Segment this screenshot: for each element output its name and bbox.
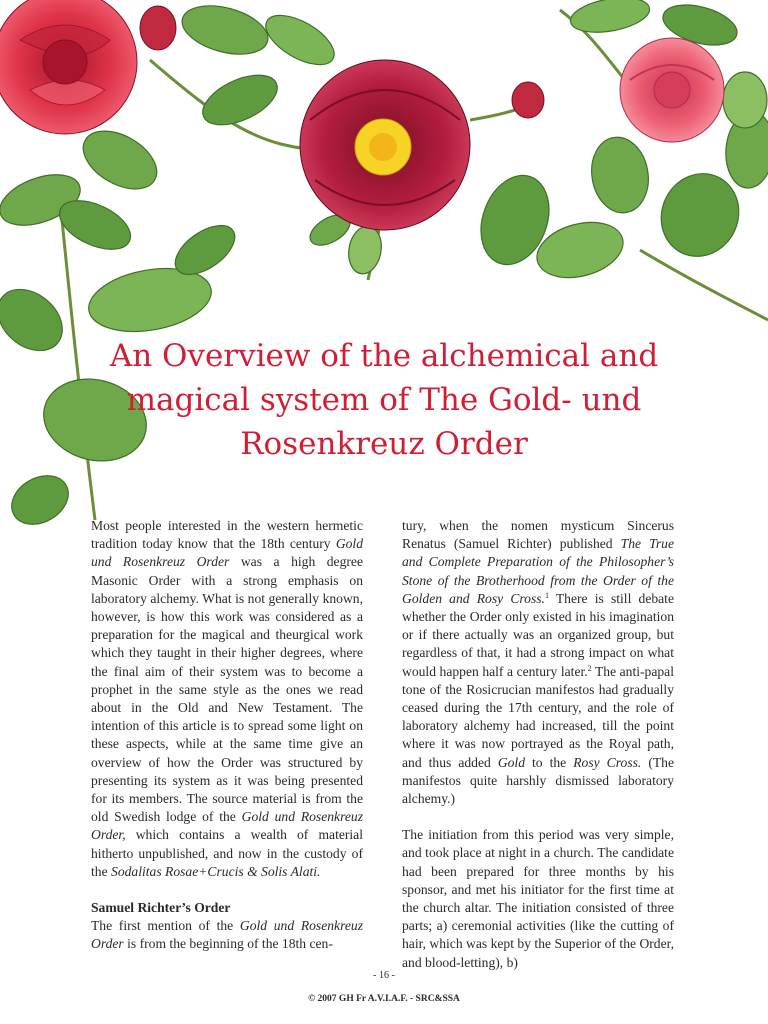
footnote-ref-1[interactable]: 1	[544, 590, 549, 600]
page-number: - 16 -	[373, 970, 395, 981]
copyright-footer: © 2007 GH Fr A.V.I.A.F. - SRC&SSA	[308, 994, 460, 1004]
history-paragraph: tury, when the nomen mysticum Sincerus Renatus (Samuel Richter) published The True and Complete Preparation of the Philosopher’s Stone of the Brotherhood from the Order of the Golden and Rosy Cross.$^1$ There is still debate whether the Order only existed in his imagination or if there actually was an organized group, but regardless of that, it had a strong impact on what would happen half a century later.$^2$ The anti-papal tone of the Rosicrucian manifestos had gradually ceased during the 17th century, and the role of laboratory alchemy had increased, till the point where it was now portrayed as the Royal path, and thus added Gold to the Rosy Cross. (The manifestos quite harshly dismissed laboratory alchemy.)	[402, 518, 674, 807]
rosebud-top	[140, 6, 176, 50]
red-rose	[0, 0, 137, 134]
section-heading: Samuel Richter’s Order	[91, 900, 231, 916]
article-title	[82, 334, 686, 466]
rosebud-center	[512, 82, 544, 118]
title-line-2: magical system of The Gold- und	[126, 382, 642, 418]
intro-paragraph: Most people interested in the western hermetic tradition today know that the 18th century Gold und Rosenkreuz Order was a high degree Masonic Order with a strong emphasis on laboratory alchemy. What is not generally known, however, is how this work was considered as a preparation for the magical and theurgical work which they taught in their higher degrees, where the final aim of their system was to become a prophet in the same style as the ones we read about in the Old and New Testament. The intention of this article is to spread some light on these aspects, while at the same time give an overview of how the Order was structured by presenting its system as it was being presented for its members. The source material is from the old Swedish lodge of the Gold und Rosenkreuz Order, which contains a wealth of material hitherto unpublished, and now in the custody of the Sodalitas Rosae+Crucis & Solis Alati.	[91, 518, 363, 879]
initiation-paragraph: The initiation from this period was very simple, and took place at night in a church. The candidate had been prepared for three months by his sponsor, and met his initiator for the first time at the church altar. The initiation consisted of three parts; a) ceremonial activities (like the cutting of hair, which was kept by the Superior of the Order, and blood-letting), b)	[402, 827, 674, 970]
title-line-1: An Overview of the alchemical and	[109, 338, 659, 374]
text-column-left	[91, 517, 363, 954]
crimson-rose	[300, 60, 470, 230]
title-line-3: Rosenkreuz Order	[240, 426, 528, 462]
pink-rose	[620, 38, 724, 142]
footnote-ref-2[interactable]: 2	[587, 663, 592, 673]
section-paragraph: The first mention of the Gold und Rosenkreuz Order is from the beginning of the 18th cen-	[91, 918, 363, 952]
text-column-right	[402, 517, 674, 972]
